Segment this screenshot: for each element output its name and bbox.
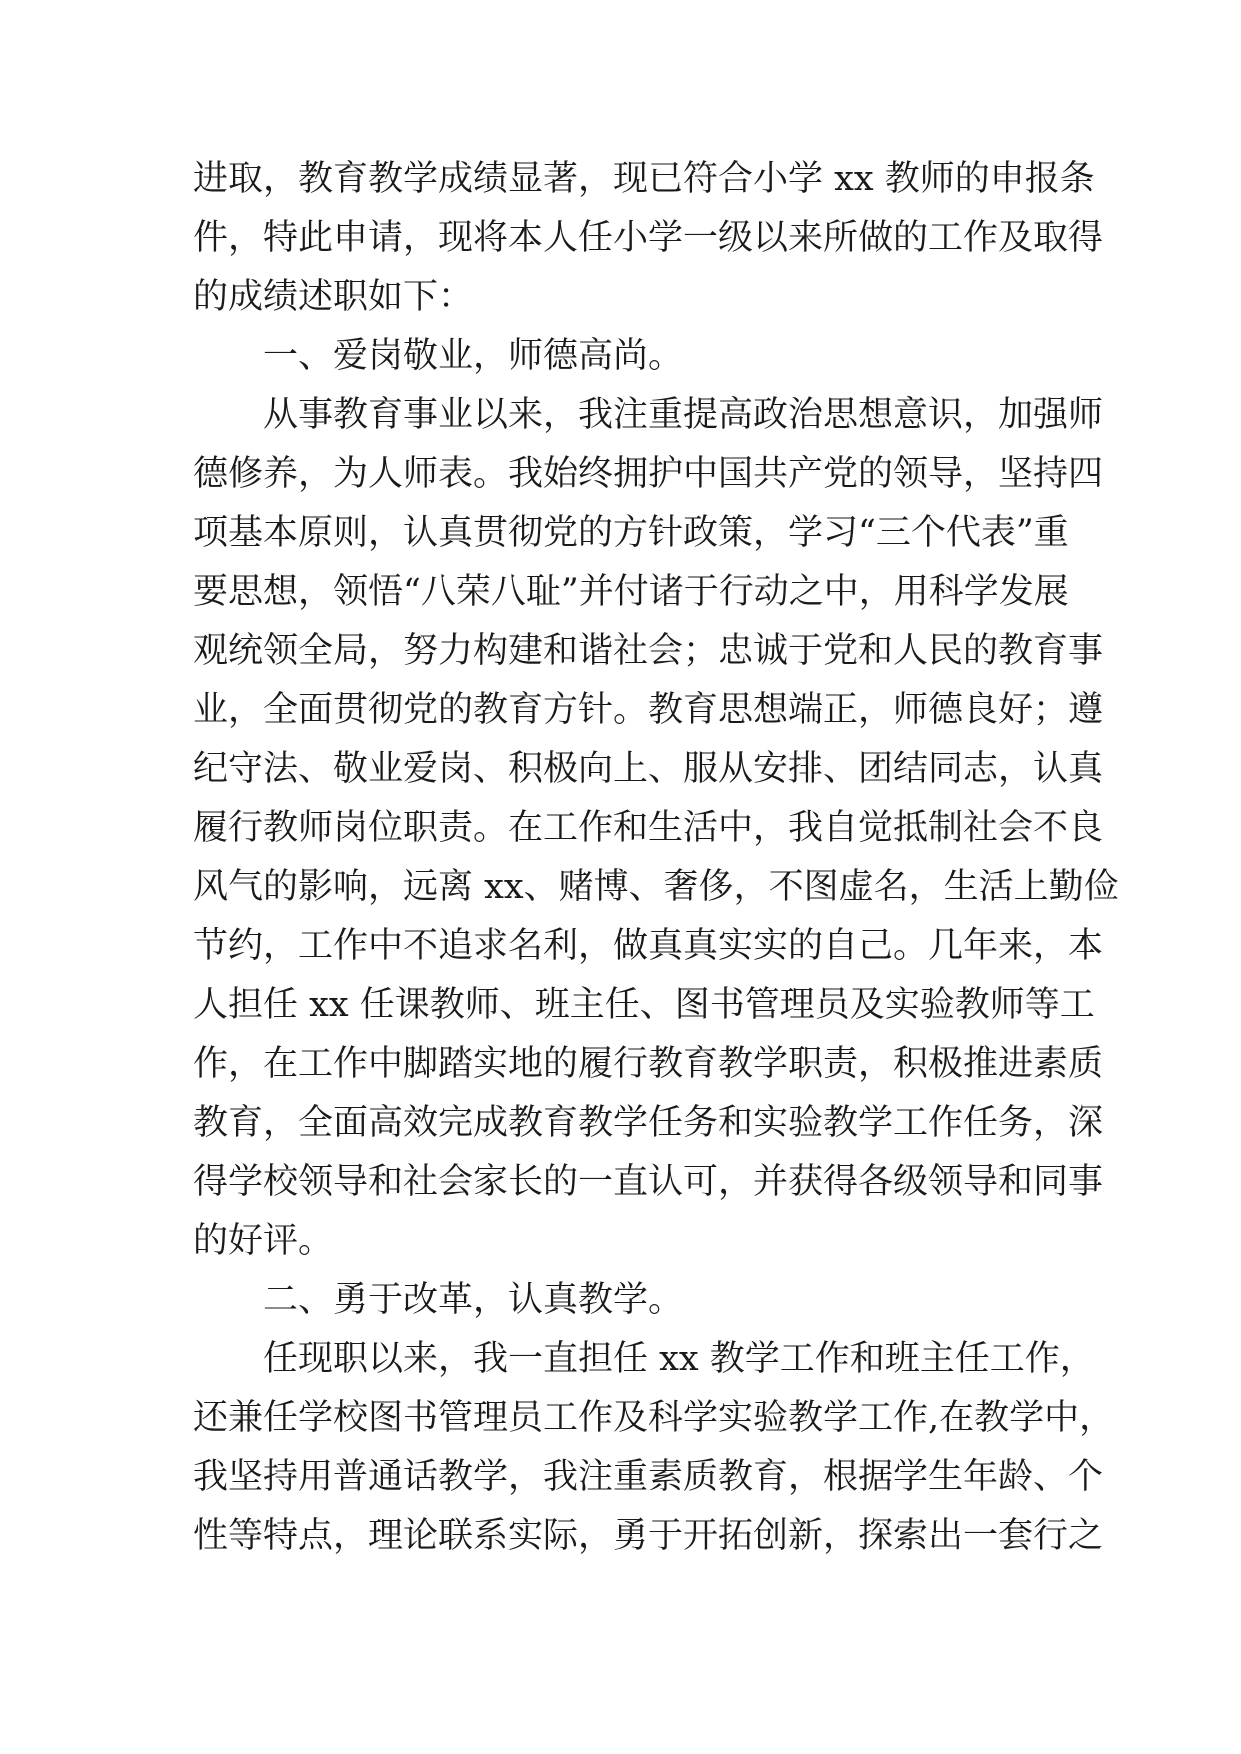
- text-line: 业，全面贯彻党的教育方针。教育思想端正，师德良好；遵: [193, 690, 1104, 730]
- text-line: 任现职以来，我一直担任 xx 教学工作和班主任工作，: [263, 1339, 1095, 1379]
- text-line: 履行教师岗位职责。在工作和生活中，我自觉抵制社会不良: [193, 808, 1104, 848]
- document-body: [193, 150, 1119, 1566]
- text-line: 件，特此申请，现将本人任小学一级以来所做的工作及取得: [193, 218, 1104, 258]
- text-line: 作，在工作中脚踏实地的履行教育教学职责，积极推进素质: [193, 1044, 1104, 1084]
- text-line: 要思想，领悟“八荣八耻”并付诸于行动之中，用科学发展: [193, 572, 1069, 612]
- text-line: 二、勇于改革，认真教学。: [263, 1280, 684, 1320]
- text-line: 从事教育事业以来，我注重提高政治思想意识，加强师: [263, 395, 1104, 435]
- text-line: 风气的影响，远离 xx、赌博、奢侈，不图虚名，生活上勤俭: [193, 867, 1119, 907]
- text-line: 还兼任学校图书管理员工作及科学实验教学工作,在教学中，: [193, 1398, 1115, 1438]
- text-line: 性等特点，理论联系实际，勇于开拓创新，探索出一套行之: [193, 1516, 1104, 1556]
- text-line: 项基本原则，认真贯彻党的方针政策，学习“三个代表”重: [193, 513, 1069, 553]
- text-line: 我坚持用普通话教学，我注重素质教育，根据学生年龄、个: [193, 1457, 1104, 1497]
- text-line: 观统领全局，努力构建和谐社会；忠诚于党和人民的教育事: [193, 631, 1104, 671]
- text-line: 教育，全面高效完成教育教学任务和实验教学工作任务，深: [193, 1103, 1104, 1143]
- text-line: 德修养，为人师表。我始终拥护中国共产党的领导，坚持四: [193, 454, 1104, 494]
- text-line: 人担任 xx 任课教师、班主任、图书管理员及实验教师等工: [193, 985, 1095, 1025]
- text-line: 得学校领导和社会家长的一直认可，并获得各级领导和同事: [193, 1162, 1104, 1202]
- text-line: 进取，教育教学成绩显著，现已符合小学 xx 教师的申报条: [193, 159, 1095, 199]
- text-line: 一、爱岗敬业，师德高尚。: [263, 336, 684, 376]
- text-line: 的好评。: [193, 1221, 334, 1261]
- text-line: 节约，工作中不追求名利，做真真实实的自己。几年来，本: [193, 926, 1104, 966]
- text-line: 的成绩述职如下：: [193, 277, 474, 317]
- text-line: 纪守法、敬业爱岗、积极向上、服从安排、团结同志，认真: [193, 749, 1104, 789]
